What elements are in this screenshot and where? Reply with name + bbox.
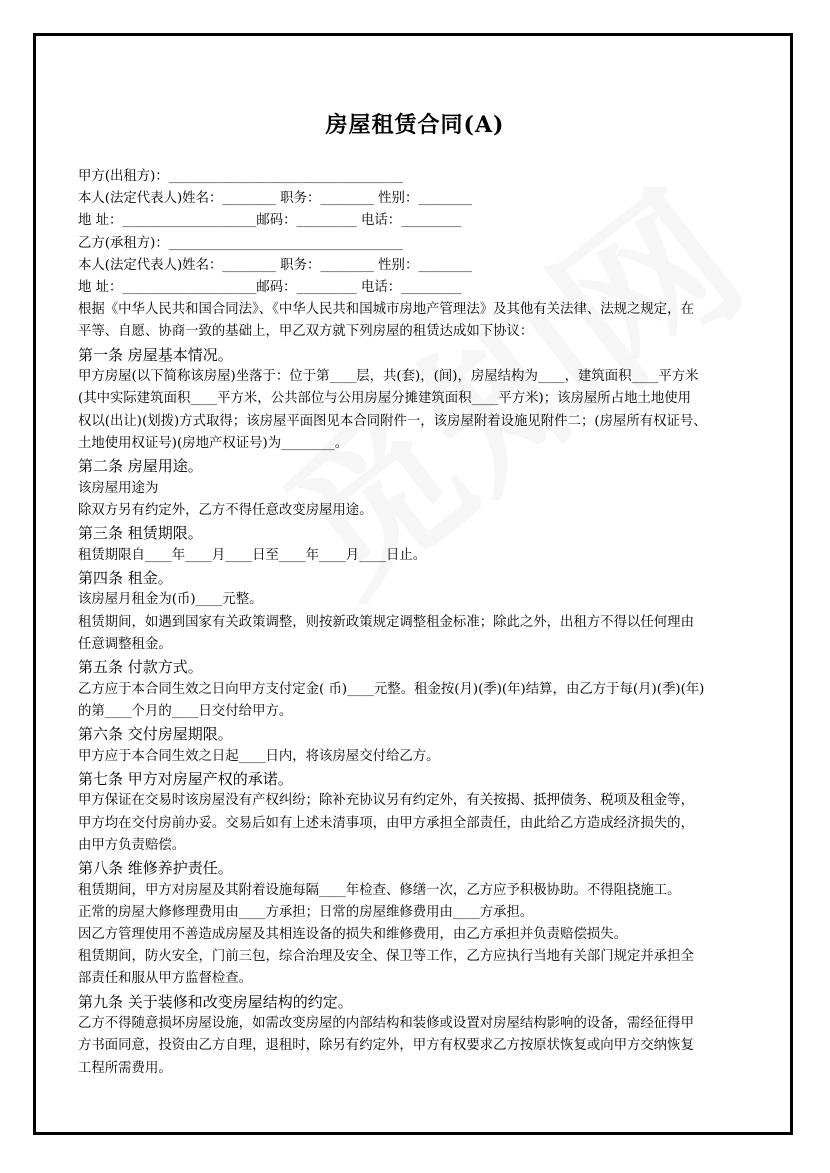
article-8-heading: 第八条 维修养护责任。 <box>78 859 233 878</box>
article-2-line: 该房屋用途为 <box>78 480 159 496</box>
article-2-line: 除双方另有约定外，乙方不得任意改变房屋用途。 <box>78 502 373 518</box>
party-a-representative: 本人(法定代表人)姓名：________ 职务：________ 性别：________ <box>78 191 472 207</box>
article-3-heading: 第三条 租赁期限。 <box>78 524 203 543</box>
party-a-name: 甲方(出租方)：___________________________________ <box>78 169 404 184</box>
article-1-line: 甲方房屋(以下简称该房屋)坐落于：位于第____层，共(套)，(间)，房屋结构为____，建筑面积____平方米 <box>78 369 699 385</box>
preamble-line: 根据《中华人民共和国合同法》、《中华人民共和国城市房地产管理法》及其他有关法律、法规之规定，在 <box>78 302 694 318</box>
article-8-line: 租赁期间，甲方对房屋及其附着设施每隔____年检查、修缮一次，乙方应予积极协助。不得阻挠施工。 <box>78 882 681 898</box>
article-9-line: 乙方不得随意损坏房屋设施，如需改变房屋的内部结构和装修或设置对房屋结构影响的设备，需经征得甲 <box>78 1016 694 1032</box>
article-8-line: 正常的房屋大修修理费用由____方承担；日常的房屋维修费用由____方承担。 <box>78 904 534 920</box>
article-9-line: 方书面同意，投资由乙方自理，退租时，除另有约定外，甲方有权要求乙方按原状恢复或向甲方交纳恢复 <box>78 1038 694 1054</box>
preamble-line: 平等、自愿、协商一致的基础上，甲乙双方就下列房屋的租赁达成如下协议： <box>78 324 534 340</box>
article-7-line: 甲方保证在交易时该房屋没有产权纠纷；除补充协议另有约定外，有关按揭、抵押债务、税项及租金等， <box>78 793 694 809</box>
article-9-line: 工程所需费用。 <box>78 1060 172 1076</box>
article-8-line: 因乙方管理使用不善造成房屋及其相连设备的损失和维修费用，由乙方承担并负责赔偿损失。 <box>78 927 628 943</box>
article-1-line: 权以(出让)(划拨)方式取得；该房屋平面图见本合同附件一，该房屋附着设施见附件二；(房屋所有权证号、 <box>78 413 707 429</box>
article-1-line: (其中实际建筑面积____平方米，公共部位与公用房屋分摊建筑面积____平方米)；该房屋所占地土地使用 <box>78 391 692 407</box>
article-7-heading: 第七条 甲方对房屋产权的承诺。 <box>78 769 293 788</box>
article-1-heading: 第一条 房屋基本情况。 <box>78 345 233 364</box>
article-5-line: 的第____个月的____日交付给甲方。 <box>78 703 293 719</box>
article-7-line: 由甲方负责赔偿。 <box>78 837 186 853</box>
article-5-heading: 第五条 付款方式。 <box>78 658 203 677</box>
party-b-address: 地 址：____________________邮码：_________ 电话：_________ <box>78 280 462 296</box>
contract-body <box>78 166 758 1080</box>
article-9-heading: 第九条 关于装修和改变房屋结构的约定。 <box>78 992 353 1011</box>
party-b-name: 乙方(承租方)：___________________________________ <box>78 235 404 251</box>
article-4-line: 该房屋月租金为(币)____元整。 <box>78 592 263 608</box>
article-7-line: 甲方均在交付房前办妥。交易后如有上述未清事项，由甲方承担全部责任，由此给乙方造成经济损失的， <box>78 815 694 831</box>
article-4-line: 任意调整租金。 <box>78 636 172 652</box>
party-a-address: 地 址：____________________邮码：_________ 电话：_________ <box>78 213 462 229</box>
party-b-representative: 本人(法定代表人)姓名：________ 职务：________ 性别：________ <box>78 257 472 273</box>
article-4-line: 租赁期间，如遇到国家有关政策调整，则按新政策规定调整租金标准；除此之外，出租方不得以任何理由 <box>78 614 694 630</box>
article-1-line: 土地使用权证号)(房地产权证号)为________。 <box>78 435 349 451</box>
article-8-line: 部责任和服从甲方监督检查。 <box>78 971 253 987</box>
article-4-heading: 第四条 租金。 <box>78 568 173 587</box>
document-title: 房屋租赁合同(A) <box>325 112 505 138</box>
article-6-line: 甲方应于本合同生效之日起____日内，将该房屋交付给乙方。 <box>78 748 440 764</box>
article-5-line: 乙方应于本合同生效之日向甲方支付定金( 币)____元整。租金按(月)(季)(年)结算，由乙方于每(月)(季)(年) <box>78 681 705 697</box>
article-6-heading: 第六条 交付房屋期限。 <box>78 725 233 744</box>
article-2-heading: 第二条 房屋用途。 <box>78 457 203 476</box>
article-3-line: 租赁期限自____年____月____日至____年____月____日止。 <box>78 547 427 563</box>
article-8-line: 租赁期间，防火安全，门前三包，综合治理及安全、保卫等工作，乙方应执行当地有关部门规定并承担全 <box>78 949 694 965</box>
